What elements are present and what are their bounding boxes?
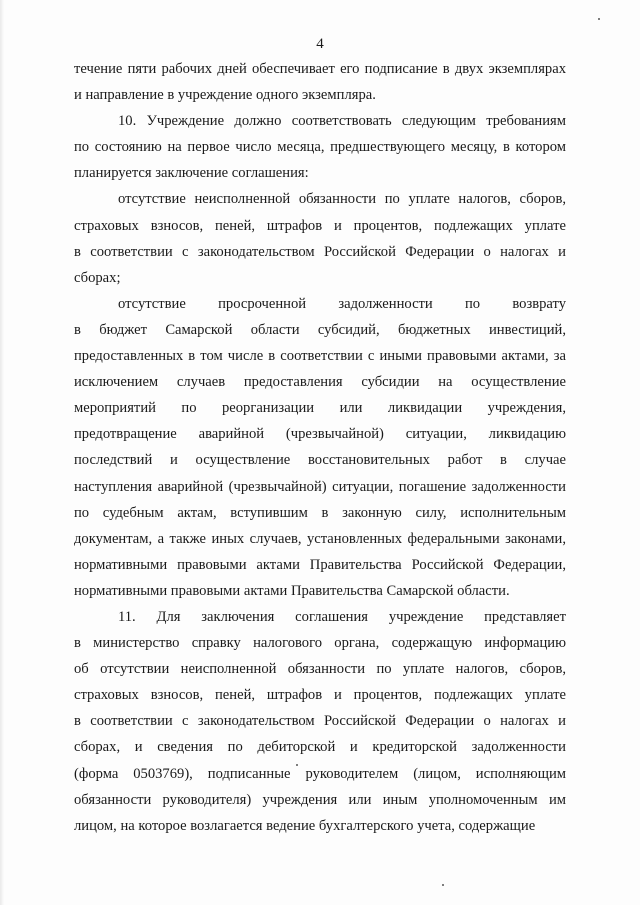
text-line: документам, а также иных случаев, установленных федеральными законами, xyxy=(74,530,566,547)
scan-speck xyxy=(442,884,444,886)
text-line: сборах; xyxy=(74,269,121,286)
text-line: наступления аварийной (чрезвычайной) ситуации, погашение задолженности xyxy=(74,478,566,495)
document-body xyxy=(74,56,566,839)
text-line: отсутствие просроченной задолженности по возврату xyxy=(118,295,566,312)
paragraph-p2 xyxy=(74,186,566,290)
text-line: по состоянию на первое число месяца, предшествующего месяцу, в котором xyxy=(74,139,566,156)
text-line: по судебным актам, вступившим в законную силу, исполнительным xyxy=(74,504,566,521)
text-line: сборах, и сведения по дебиторской и кредиторской задолженности xyxy=(74,739,566,756)
scan-edge-shadow xyxy=(0,0,4,905)
text-line: в соответствии с законодательством Российской Федерации о налогах и xyxy=(74,713,566,730)
text-line: нормативными правовыми актами Правительства Самарской области. xyxy=(74,582,510,599)
text-line: в бюджет Самарской области субсидий, бюджетных инвестиций, xyxy=(74,321,566,338)
paragraph-p4 xyxy=(74,604,566,839)
text-line: отсутствие неисполненной обязанности по уплате налогов, сборов, xyxy=(118,191,566,208)
text-line: 10. Учреждение должно соответствовать следующим требованиям xyxy=(118,113,566,130)
page-number: 4 xyxy=(316,36,324,52)
text-line: и направление в учреждение одного экземпляра. xyxy=(74,87,376,104)
text-line: в соответствии с законодательством Российской Федерации о налогах и xyxy=(74,243,566,260)
text-line: (форма 0503769), подписанные руководителем (лицом, исполняющим xyxy=(74,765,566,782)
paragraph-p1 xyxy=(74,108,566,186)
text-line: мероприятий по реорганизации или ликвидации учреждения, xyxy=(74,400,566,417)
text-line: страховых взносов, пеней, штрафов и процентов, подлежащих уплате xyxy=(74,217,566,234)
text-line: лицом, на которое возлагается ведение бухгалтерского учета, содержащие xyxy=(74,817,536,834)
text-line: нормативными правовыми актами Правительства Российской Федерации, xyxy=(74,556,566,573)
paragraph-p3 xyxy=(74,291,566,604)
text-line: в министерство справку налогового органа, содержащую информацию xyxy=(74,635,566,652)
text-line: предотвращение аварийной (чрезвычайной) ситуации, ликвидацию xyxy=(74,426,566,443)
paragraph-p0 xyxy=(74,56,566,108)
text-line: планируется заключение соглашения: xyxy=(74,165,309,182)
text-line: последствий и осуществление восстановительных работ в случае xyxy=(74,452,566,469)
text-line: предоставленных в том числе в соответствии с иными правовыми актами, за xyxy=(74,348,566,365)
text-line: об отсутствии неисполненной обязанности по уплате налогов, сборов, xyxy=(74,661,566,678)
text-line: исключением случаев предоставления субсидии на осуществление xyxy=(74,374,566,391)
text-line: обязанности руководителя) учреждения или иным уполномоченным им xyxy=(74,791,566,808)
text-line: 11. Для заключения соглашения учреждение представляет xyxy=(118,608,566,625)
scan-speck xyxy=(296,764,298,766)
text-line: страховых взносов, пеней, штрафов и процентов, подлежащих уплате xyxy=(74,687,566,704)
scan-speck xyxy=(598,18,600,20)
text-line: течение пяти рабочих дней обеспечивает его подписание в двух экземплярах xyxy=(74,61,566,77)
